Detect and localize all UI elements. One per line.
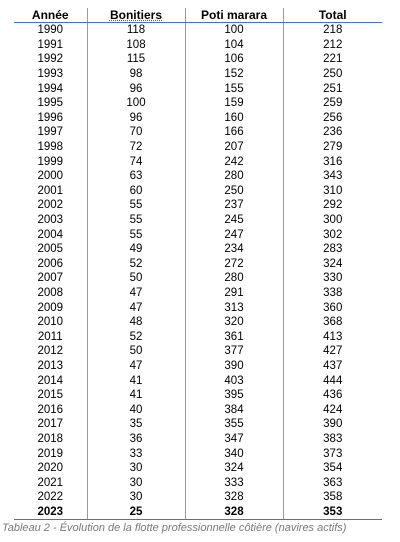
cell-bonitiers: 55 xyxy=(87,198,185,213)
cell-year: 2007 xyxy=(37,272,64,285)
cell-bonitiers: 30 xyxy=(87,475,185,490)
cell-year: 2016 xyxy=(37,403,64,416)
table-row xyxy=(14,81,382,96)
cell-bonitiers: 74 xyxy=(87,154,185,169)
cell-poti-marara: 106 xyxy=(185,52,283,67)
cell-total: 338 xyxy=(283,286,382,301)
table-row xyxy=(14,373,382,388)
cell-total: 413 xyxy=(283,329,382,344)
cell-bonitiers: 40 xyxy=(87,402,185,417)
fleet-table-container xyxy=(14,8,382,520)
cell-bonitiers: 63 xyxy=(87,169,185,184)
table-row xyxy=(14,242,382,257)
cell-year: 2008 xyxy=(37,286,64,299)
table-body xyxy=(14,23,382,520)
cell-bonitiers: 36 xyxy=(87,432,185,447)
cell-year: 1992 xyxy=(37,53,64,66)
cell-total: 221 xyxy=(283,52,382,67)
cell-bonitiers: 115 xyxy=(87,52,185,67)
cell-poti-marara: 152 xyxy=(185,67,283,82)
cell-bonitiers: 55 xyxy=(87,213,185,228)
table-row xyxy=(14,446,382,461)
cell-bonitiers: 35 xyxy=(87,417,185,432)
table-row xyxy=(14,227,382,242)
cell-total: 218 xyxy=(283,23,382,38)
cell-year: 2000 xyxy=(37,170,64,183)
cell-poti-marara: 313 xyxy=(185,300,283,315)
table-row xyxy=(14,38,382,53)
cell-bonitiers: 60 xyxy=(87,184,185,199)
cell-total: 251 xyxy=(283,81,382,96)
cell-year: 2006 xyxy=(37,257,64,270)
table-row xyxy=(14,490,382,505)
cell-bonitiers: 100 xyxy=(87,96,185,111)
cell-bonitiers: 47 xyxy=(87,359,185,374)
table-row xyxy=(14,213,382,228)
cell-poti-marara: 395 xyxy=(185,388,283,403)
cell-poti-marara: 245 xyxy=(185,213,283,228)
cell-year: 2012 xyxy=(37,345,64,358)
cell-poti-marara: 280 xyxy=(185,271,283,286)
cell-bonitiers: 96 xyxy=(87,81,185,96)
cell-year: 2009 xyxy=(37,301,64,314)
cell-year: 2015 xyxy=(37,389,64,402)
cell-total: 427 xyxy=(283,344,382,359)
cell-total: 300 xyxy=(283,213,382,228)
cell-year: 2002 xyxy=(37,199,64,212)
cell-poti-marara: 247 xyxy=(185,227,283,242)
cell-year: 2020 xyxy=(37,462,64,475)
cell-year: 1995 xyxy=(37,97,64,110)
cell-year: 2023 xyxy=(14,505,87,520)
cell-total: 373 xyxy=(283,446,382,461)
cell-total: 390 xyxy=(283,417,382,432)
cell-poti-marara: 166 xyxy=(185,125,283,140)
cell-bonitiers: 47 xyxy=(87,300,185,315)
cell-year: 2022 xyxy=(37,491,64,504)
cell-bonitiers: 33 xyxy=(87,446,185,461)
fleet-table xyxy=(14,8,382,520)
table-row xyxy=(14,154,382,169)
cell-poti-marara: 280 xyxy=(185,169,283,184)
cell-poti-marara: 291 xyxy=(185,286,283,301)
cell-year: 2004 xyxy=(37,228,64,241)
cell-year: 2019 xyxy=(37,447,64,460)
table-row xyxy=(14,417,382,432)
table-row xyxy=(14,96,382,111)
cell-poti-marara: 272 xyxy=(185,257,283,272)
cell-poti-marara: 237 xyxy=(185,198,283,213)
cell-total: 316 xyxy=(283,154,382,169)
cell-poti-marara: 384 xyxy=(185,402,283,417)
cell-year: 2014 xyxy=(37,374,64,387)
table-row xyxy=(14,184,382,199)
cell-total: 292 xyxy=(283,198,382,213)
cell-year: 1990 xyxy=(37,24,64,37)
cell-year: 1999 xyxy=(37,155,64,168)
cell-poti-marara: 207 xyxy=(185,140,283,155)
table-row xyxy=(14,329,382,344)
cell-total: 424 xyxy=(283,402,382,417)
table-row xyxy=(14,402,382,417)
table-row xyxy=(14,300,382,315)
cell-total: 358 xyxy=(283,490,382,505)
cell-bonitiers: 49 xyxy=(87,242,185,257)
table-row xyxy=(14,111,382,126)
cell-year: 1998 xyxy=(37,141,64,154)
cell-total: 250 xyxy=(283,67,382,82)
header-total: Total xyxy=(283,8,382,23)
table-row xyxy=(14,475,382,490)
cell-total: 259 xyxy=(283,96,382,111)
cell-total: 212 xyxy=(283,38,382,53)
cell-total: 363 xyxy=(283,475,382,490)
cell-poti-marara: 361 xyxy=(185,329,283,344)
cell-bonitiers: 50 xyxy=(87,344,185,359)
cell-poti-marara: 390 xyxy=(185,359,283,374)
table-row xyxy=(14,505,382,520)
cell-total: 444 xyxy=(283,373,382,388)
cell-total: 437 xyxy=(283,359,382,374)
cell-year: 2001 xyxy=(37,184,64,197)
cell-poti-marara: 104 xyxy=(185,38,283,53)
table-row xyxy=(14,315,382,330)
cell-bonitiers: 41 xyxy=(87,373,185,388)
cell-total: 360 xyxy=(283,300,382,315)
cell-bonitiers: 30 xyxy=(87,490,185,505)
cell-total: 368 xyxy=(283,315,382,330)
cell-poti-marara: 320 xyxy=(185,315,283,330)
cell-year: 2021 xyxy=(37,476,64,489)
cell-bonitiers: 52 xyxy=(87,257,185,272)
table-row xyxy=(14,432,382,447)
cell-year: 2017 xyxy=(37,418,64,431)
header-bonitiers xyxy=(87,8,185,23)
table-header-row xyxy=(14,8,382,23)
cell-total: 343 xyxy=(283,169,382,184)
cell-total: 330 xyxy=(283,271,382,286)
table-row xyxy=(14,140,382,155)
cell-bonitiers: 47 xyxy=(87,286,185,301)
cell-bonitiers: 108 xyxy=(87,38,185,53)
cell-total: 353 xyxy=(283,505,382,520)
cell-poti-marara: 250 xyxy=(185,184,283,199)
cell-year: 2018 xyxy=(37,432,64,445)
cell-total: 354 xyxy=(283,461,382,476)
cell-total: 302 xyxy=(283,227,382,242)
cell-year: 1993 xyxy=(37,68,64,81)
table-row xyxy=(14,169,382,184)
cell-total: 283 xyxy=(283,242,382,257)
table-row xyxy=(14,67,382,82)
cell-year: 1996 xyxy=(37,111,64,124)
cell-poti-marara: 377 xyxy=(185,344,283,359)
cell-total: 310 xyxy=(283,184,382,199)
header-year: Année xyxy=(14,8,87,23)
cell-bonitiers: 118 xyxy=(87,23,185,38)
cell-poti-marara: 155 xyxy=(185,81,283,96)
cell-bonitiers: 52 xyxy=(87,329,185,344)
cell-year: 2013 xyxy=(37,359,64,372)
cell-year: 2011 xyxy=(37,330,63,343)
table-caption: Tableau 2 - Évolution de la flotte professionnelle côtière (navires actifs) xyxy=(2,522,347,534)
cell-poti-marara: 347 xyxy=(185,432,283,447)
table-row xyxy=(14,388,382,403)
table-row xyxy=(14,257,382,272)
header-bonitiers-label: Bonitiers xyxy=(109,7,162,22)
cell-bonitiers: 25 xyxy=(87,505,185,520)
cell-year: 2005 xyxy=(37,243,64,256)
cell-bonitiers: 30 xyxy=(87,461,185,476)
table-row xyxy=(14,271,382,286)
cell-poti-marara: 328 xyxy=(185,505,283,520)
cell-poti-marara: 159 xyxy=(185,96,283,111)
cell-bonitiers: 98 xyxy=(87,67,185,82)
header-poti-marara: Poti marara xyxy=(185,8,283,23)
table-row xyxy=(14,359,382,374)
cell-poti-marara: 328 xyxy=(185,490,283,505)
cell-total: 256 xyxy=(283,111,382,126)
cell-bonitiers: 96 xyxy=(87,111,185,126)
cell-bonitiers: 41 xyxy=(87,388,185,403)
cell-bonitiers: 70 xyxy=(87,125,185,140)
cell-total: 236 xyxy=(283,125,382,140)
cell-year: 1997 xyxy=(37,126,64,139)
cell-bonitiers: 55 xyxy=(87,227,185,242)
table-row xyxy=(14,125,382,140)
table-row xyxy=(14,461,382,476)
cell-poti-marara: 340 xyxy=(185,446,283,461)
cell-poti-marara: 355 xyxy=(185,417,283,432)
cell-poti-marara: 242 xyxy=(185,154,283,169)
cell-poti-marara: 403 xyxy=(185,373,283,388)
cell-bonitiers: 72 xyxy=(87,140,185,155)
cell-year: 2003 xyxy=(37,214,64,227)
cell-poti-marara: 160 xyxy=(185,111,283,126)
cell-year: 2010 xyxy=(37,316,64,329)
cell-poti-marara: 333 xyxy=(185,475,283,490)
cell-year: 1994 xyxy=(37,82,64,95)
table-row xyxy=(14,286,382,301)
table-row xyxy=(14,344,382,359)
cell-year: 1991 xyxy=(37,38,64,51)
cell-bonitiers: 50 xyxy=(87,271,185,286)
cell-total: 324 xyxy=(283,257,382,272)
cell-poti-marara: 234 xyxy=(185,242,283,257)
cell-total: 436 xyxy=(283,388,382,403)
cell-bonitiers: 48 xyxy=(87,315,185,330)
cell-total: 279 xyxy=(283,140,382,155)
cell-total: 383 xyxy=(283,432,382,447)
cell-poti-marara: 100 xyxy=(185,23,283,38)
cell-poti-marara: 324 xyxy=(185,461,283,476)
table-row xyxy=(14,23,382,38)
table-row xyxy=(14,52,382,67)
table-row xyxy=(14,198,382,213)
